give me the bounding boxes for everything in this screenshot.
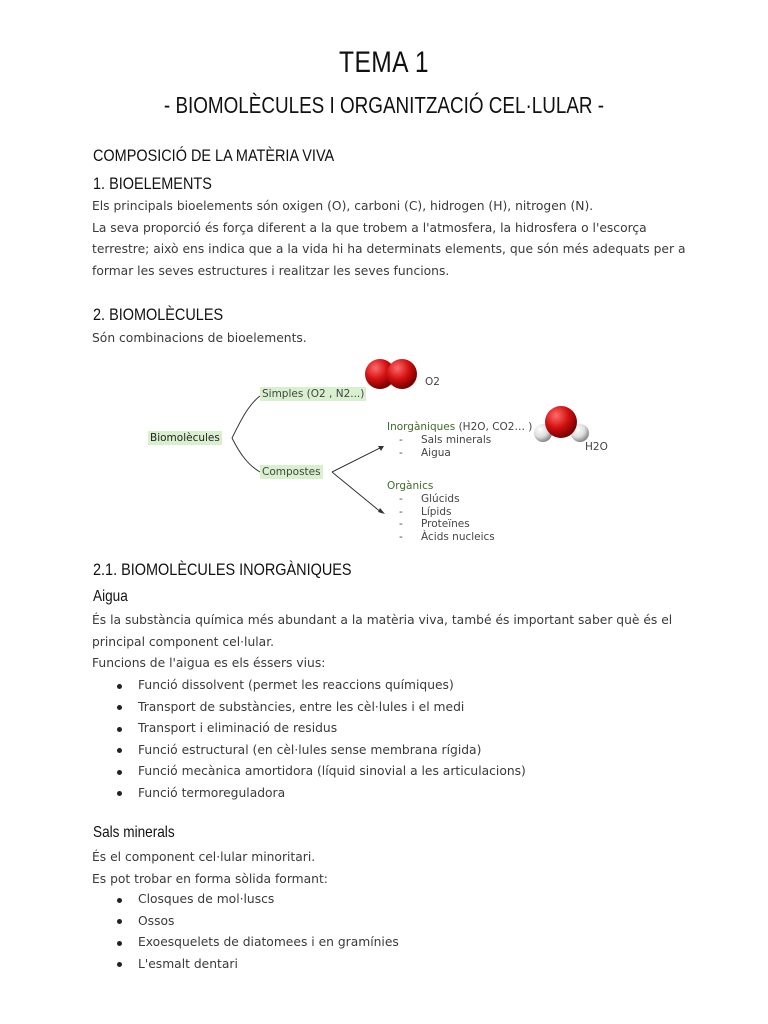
list-item: Funció termoreguladora <box>92 783 526 805</box>
section-heading-inorganiques: 2.1. BIOMOLÈCULES INORGÀNIQUES <box>93 560 352 579</box>
subheading-aigua: Aigua <box>93 588 128 605</box>
list-item: Funció estructural (en cèl·lules sense membrana rígida) <box>92 740 526 762</box>
o2-label: O2 <box>425 376 440 388</box>
text-line: Els principals bioelements són oxigen (O), carboni (C), hidrogen (H), nitrogen (N). <box>92 199 594 213</box>
branch-line-simples <box>232 396 260 438</box>
page-subtitle: - BIOMOLÈCULES I ORGANITZACIÓ CEL·LULAR - <box>163 92 605 118</box>
sals-forms-list <box>92 889 399 975</box>
diagram-root <box>148 432 222 444</box>
bioelements-paragraph <box>92 196 692 282</box>
subheading-sals-minerals: Sals minerals <box>93 824 175 841</box>
page-title: TEMA 1 <box>339 46 429 79</box>
diagram-compostes <box>260 466 323 478</box>
list-item: Closques de mol·luscs <box>92 889 399 911</box>
list-item: L'esmalt dentari <box>92 954 399 976</box>
list-item: Ossos <box>92 911 399 933</box>
list-item: - Lípids <box>399 506 495 519</box>
aigua-paragraph <box>92 610 692 675</box>
text-line: terrestre; això ens indica que a la vida hi ha determinats elements, que són més adequats per a <box>92 242 686 256</box>
h2o-molecule-icon <box>534 406 589 442</box>
list-item: Transport de substàncies, entre les cèl·lules i el medi <box>92 697 526 719</box>
list-item: Transport i eliminació de residus <box>92 718 526 740</box>
section-heading-bioelements: 1. BIOELEMENTS <box>93 174 212 193</box>
text-line: La seva proporció és força diferent a la que trobem a l'atmosfera, la hidrosfera o l'escorça <box>92 220 647 235</box>
text-line: Es pot trobar en forma sòlida formant: <box>92 871 328 886</box>
section-heading-composicio: COMPOSICIÓ DE LA MATÈRIA VIVA <box>93 146 335 165</box>
list-item: - Àcids nucleics <box>399 531 495 544</box>
diagram-compostes-label: Compostes <box>262 466 321 478</box>
diagram-inorganiques <box>387 421 532 433</box>
diagram-simples <box>260 388 366 400</box>
biomolecules-intro: Són combinacions de bioelements. <box>92 331 307 345</box>
text-line: És el component cel·lular minoritari. <box>92 850 316 864</box>
list-item: - Glúcids <box>399 493 495 506</box>
text-line: principal component cel·lular. <box>92 634 275 649</box>
branch-line-compostes <box>232 438 260 472</box>
section-heading-biomolecules: 2. BIOMOLÈCULES <box>93 305 224 324</box>
text-line: Funcions de l'aigua es els éssers vius: <box>92 656 326 670</box>
organics-label: Orgànics <box>387 480 434 492</box>
organics-list <box>399 493 495 543</box>
diagram-simples-label: Simples (O2 , N2...) <box>262 388 365 400</box>
list-item: Funció mecànica amortidora (líquid sinovial a les articulacions) <box>92 761 526 783</box>
diagram-root-label: Biomolècules <box>150 432 220 444</box>
inorganiques-detail: (H2O, CO2… ) <box>458 421 533 433</box>
list-item: Funció dissolvent (permet les reaccions químiques) <box>92 675 526 697</box>
sals-paragraph <box>92 847 692 890</box>
list-item: - Aigua <box>399 447 491 460</box>
aigua-functions-list <box>92 675 526 804</box>
branch-line-inorganiques <box>332 447 382 472</box>
list-item: Exoesquelets de diatomees i en gramínies <box>92 932 399 954</box>
h2o-label: H2O <box>585 441 608 453</box>
o2-molecule-icon <box>365 359 417 389</box>
inorganiques-label: Inorgàniques <box>387 421 456 433</box>
list-item: - Proteïnes <box>399 518 495 531</box>
inorganiques-list <box>399 434 491 459</box>
branch-line-organics <box>332 472 382 513</box>
biomolecules-diagram <box>140 350 640 550</box>
list-item: - Sals minerals <box>399 434 491 447</box>
text-line: És la substància química més abundant a la matèria viva, també és important saber què és el <box>92 613 673 627</box>
text-line: formar les seves estructures i realitzar les seves funcions. <box>92 263 450 278</box>
diagram-lines <box>140 350 640 550</box>
